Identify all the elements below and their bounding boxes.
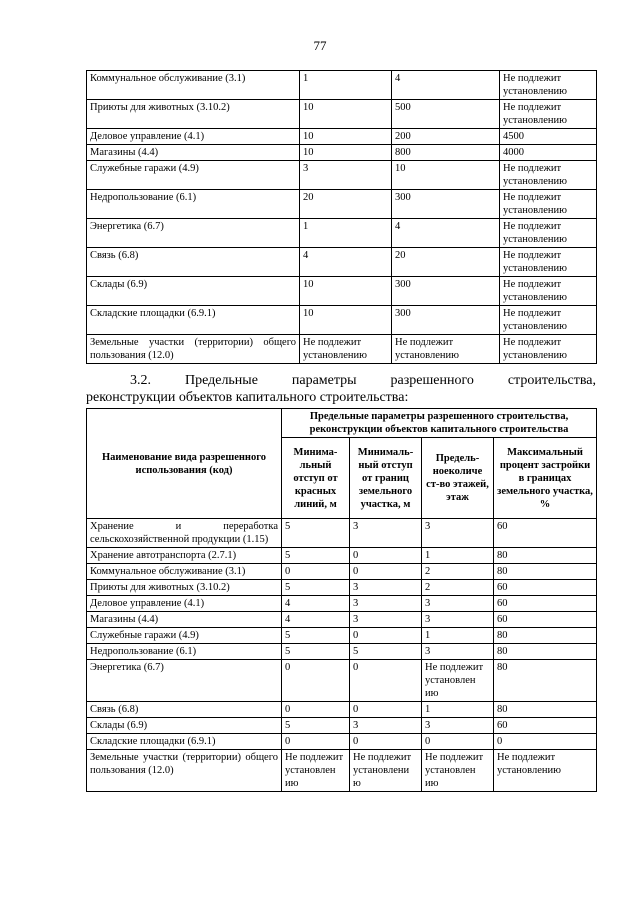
table2-header-col4: Максимальный процент застройки в границах земельного участка, % — [494, 438, 597, 519]
table2-row-cell-5: 80 — [494, 644, 597, 660]
table2-row-cell-3: 0 — [350, 548, 422, 564]
table1-row-cell-3: 10 — [392, 161, 500, 190]
table2-row — [87, 564, 597, 580]
table2-row-cell-3: 3 — [350, 718, 422, 734]
table2-row-cell-1: Хранение и переработка сельскохозяйственной продукции (1.15) — [87, 519, 282, 548]
table2-header-row1 — [87, 409, 597, 438]
table2-row-cell-3: 5 — [350, 644, 422, 660]
table-lot-size-limits — [86, 70, 597, 364]
table2-header-col1: Минима-льный отступ от красных линий, м — [282, 438, 350, 519]
table2-row-cell-5: 60 — [494, 612, 597, 628]
table1-row-cell-1: Энергетика (6.7) — [87, 219, 300, 248]
table1-row — [87, 71, 597, 100]
table2-row-cell-1: Склады (6.9) — [87, 718, 282, 734]
table2-row-cell-1: Хранение автотранспорта (2.7.1) — [87, 548, 282, 564]
table1-row — [87, 248, 597, 277]
table1-row-cell-3: 4 — [392, 219, 500, 248]
table1-row — [87, 145, 597, 161]
table2-row-cell-2: 5 — [282, 718, 350, 734]
section-heading-line1: 3.2. Предельные параметры разрешенного строительства, — [130, 373, 596, 388]
table1-row-cell-4: 4500 — [500, 129, 597, 145]
table1-row-cell-2: 3 — [300, 161, 392, 190]
table1-row-cell-4: Не подлежит установлению — [500, 248, 597, 277]
table2-row-cell-4: 0 — [422, 734, 494, 750]
table1-row-cell-3: 300 — [392, 190, 500, 219]
table2-row — [87, 628, 597, 644]
table1-row-cell-1: Служебные гаражи (4.9) — [87, 161, 300, 190]
table2-row-cell-1: Коммунальное обслуживание (3.1) — [87, 564, 282, 580]
table2-header-col2: Минималь-ный отступ от границ земельного участка, м — [350, 438, 422, 519]
table2-row-cell-1: Складские площадки (6.9.1) — [87, 734, 282, 750]
table1-row-cell-2: 1 — [300, 219, 392, 248]
table2-row-cell-1: Энергетика (6.7) — [87, 660, 282, 702]
table2-header-name: Наименование вида разрешенного использования (код) — [87, 409, 282, 519]
table2-row-cell-3: 0 — [350, 702, 422, 718]
section-heading — [86, 372, 596, 406]
table2-row-cell-2: 5 — [282, 644, 350, 660]
table2-row-cell-1: Служебные гаражи (4.9) — [87, 628, 282, 644]
table1-row-cell-2: 10 — [300, 306, 392, 335]
table2-row-cell-4: 1 — [422, 548, 494, 564]
table2-row-cell-2: Не подлежит установлен ию — [282, 750, 350, 792]
table2-row — [87, 750, 597, 792]
table1-row — [87, 277, 597, 306]
table1-row-cell-1: Деловое управление (4.1) — [87, 129, 300, 145]
table2-row-cell-3: Не подлежит установлени ю — [350, 750, 422, 792]
table2-row-cell-5: 80 — [494, 702, 597, 718]
table2-row-cell-3: 0 — [350, 660, 422, 702]
section-heading-line2: реконструкции объектов капитального строительства: — [86, 390, 409, 405]
table1-row-cell-3: Не подлежит установлению — [392, 335, 500, 364]
table2-row — [87, 734, 597, 750]
table2-row — [87, 660, 597, 702]
table2-row-cell-2: 0 — [282, 734, 350, 750]
table2-row-cell-5: Не подлежит установлению — [494, 750, 597, 792]
table1-row-cell-1: Связь (6.8) — [87, 248, 300, 277]
table2-row-cell-1: Деловое управление (4.1) — [87, 596, 282, 612]
table2-row-cell-2: 5 — [282, 628, 350, 644]
table2-row-cell-5: 60 — [494, 580, 597, 596]
table2-row — [87, 702, 597, 718]
table2-row — [87, 644, 597, 660]
table2-row-cell-1: Недропользование (6.1) — [87, 644, 282, 660]
table1-row-cell-4: Не подлежит установлению — [500, 335, 597, 364]
table1-row — [87, 100, 597, 129]
table2-row-cell-2: 5 — [282, 580, 350, 596]
table2-header-group: Предельные параметры разрешенного строительства, реконструкции объектов капитального строительства — [282, 409, 597, 438]
table1-row — [87, 190, 597, 219]
table1-row-cell-1: Коммунальное обслуживание (3.1) — [87, 71, 300, 100]
table2-row — [87, 519, 597, 548]
table2-row-cell-5: 60 — [494, 519, 597, 548]
table2-row-cell-3: 3 — [350, 580, 422, 596]
table2-row-cell-5: 80 — [494, 548, 597, 564]
table1-row — [87, 129, 597, 145]
table1-row-cell-1: Приюты для животных (3.10.2) — [87, 100, 300, 129]
table2-row-cell-4: 2 — [422, 580, 494, 596]
table1-row-cell-2: 10 — [300, 277, 392, 306]
table2-row-cell-4: 2 — [422, 564, 494, 580]
table2-row-cell-4: 3 — [422, 718, 494, 734]
table1-row-cell-4: Не подлежит установлению — [500, 190, 597, 219]
table1-row-cell-3: 500 — [392, 100, 500, 129]
table1-row-cell-1: Складские площадки (6.9.1) — [87, 306, 300, 335]
table2-row-cell-3: 0 — [350, 628, 422, 644]
table2-row — [87, 548, 597, 564]
page-number: 77 — [313, 38, 327, 53]
table2-row-cell-4: 1 — [422, 628, 494, 644]
table1-row — [87, 335, 597, 364]
table2-row-cell-4: Не подлежит установлен ию — [422, 660, 494, 702]
table1-row-cell-1: Склады (6.9) — [87, 277, 300, 306]
table1-row-cell-2: 10 — [300, 100, 392, 129]
table2-row-cell-2: 4 — [282, 596, 350, 612]
table2-row-cell-1: Связь (6.8) — [87, 702, 282, 718]
table1-row-cell-2: 10 — [300, 145, 392, 161]
table2-row-cell-3: 3 — [350, 612, 422, 628]
table2-row-cell-2: 5 — [282, 548, 350, 564]
table2-row-cell-2: 0 — [282, 660, 350, 702]
table1-row-cell-3: 20 — [392, 248, 500, 277]
table2-row-cell-1: Приюты для животных (3.10.2) — [87, 580, 282, 596]
table2-row-cell-2: 0 — [282, 702, 350, 718]
table2-row-cell-3: 0 — [350, 564, 422, 580]
table2-row-cell-5: 80 — [494, 628, 597, 644]
table2-row — [87, 580, 597, 596]
table1-row-cell-4: Не подлежит установлению — [500, 219, 597, 248]
table1-row-cell-1: Недропользование (6.1) — [87, 190, 300, 219]
table2-row-cell-3: 0 — [350, 734, 422, 750]
table2-row-cell-3: 3 — [350, 596, 422, 612]
table1-row-cell-2: 1 — [300, 71, 392, 100]
table2-row-cell-5: 60 — [494, 596, 597, 612]
table1-row-cell-2: 4 — [300, 248, 392, 277]
table1-row-cell-1: Земельные участки (территории) общего пользования (12.0) — [87, 335, 300, 364]
table-construction-limits — [86, 408, 597, 792]
table2-row-cell-5: 0 — [494, 734, 597, 750]
table1-row-cell-3: 300 — [392, 306, 500, 335]
table1-row-cell-3: 800 — [392, 145, 500, 161]
table1-row-cell-3: 200 — [392, 129, 500, 145]
table2-row-cell-1: Земельные участки (территории) общего пользования (12.0) — [87, 750, 282, 792]
table2-row-cell-2: 5 — [282, 519, 350, 548]
table1-row — [87, 219, 597, 248]
table2-row-cell-4: 3 — [422, 596, 494, 612]
table2-row-cell-5: 80 — [494, 564, 597, 580]
table2-row-cell-5: 80 — [494, 660, 597, 702]
table2-row-cell-4: 3 — [422, 612, 494, 628]
table1-row-cell-4: Не подлежит установлению — [500, 277, 597, 306]
table2-row-cell-4: 3 — [422, 644, 494, 660]
table2-row-cell-4: 3 — [422, 519, 494, 548]
table2-row — [87, 718, 597, 734]
table1-row — [87, 306, 597, 335]
table1-row-cell-4: 4000 — [500, 145, 597, 161]
table2-row-cell-3: 3 — [350, 519, 422, 548]
table1-row-cell-4: Не подлежит установлению — [500, 71, 597, 100]
table1-row-cell-3: 4 — [392, 71, 500, 100]
table1-row-cell-4: Не подлежит установлению — [500, 100, 597, 129]
table2-row-cell-1: Магазины (4.4) — [87, 612, 282, 628]
table1-row-cell-1: Магазины (4.4) — [87, 145, 300, 161]
table2-row-cell-4: 1 — [422, 702, 494, 718]
table2-header-col3: Предель-ноеколиче ст-во этажей, этаж — [422, 438, 494, 519]
table1-row-cell-3: 300 — [392, 277, 500, 306]
table2-row-cell-2: 4 — [282, 612, 350, 628]
table2-row-cell-5: 60 — [494, 718, 597, 734]
table1-row-cell-4: Не подлежит установлению — [500, 306, 597, 335]
table2-row-cell-4: Не подлежит установлен ию — [422, 750, 494, 792]
table1-row-cell-2: 10 — [300, 129, 392, 145]
table2-row — [87, 596, 597, 612]
table1-row-cell-4: Не подлежит установлению — [500, 161, 597, 190]
table2-row-cell-2: 0 — [282, 564, 350, 580]
table1-row — [87, 161, 597, 190]
table1-row-cell-2: Не подлежит установлению — [300, 335, 392, 364]
table1-row-cell-2: 20 — [300, 190, 392, 219]
table2-row — [87, 612, 597, 628]
